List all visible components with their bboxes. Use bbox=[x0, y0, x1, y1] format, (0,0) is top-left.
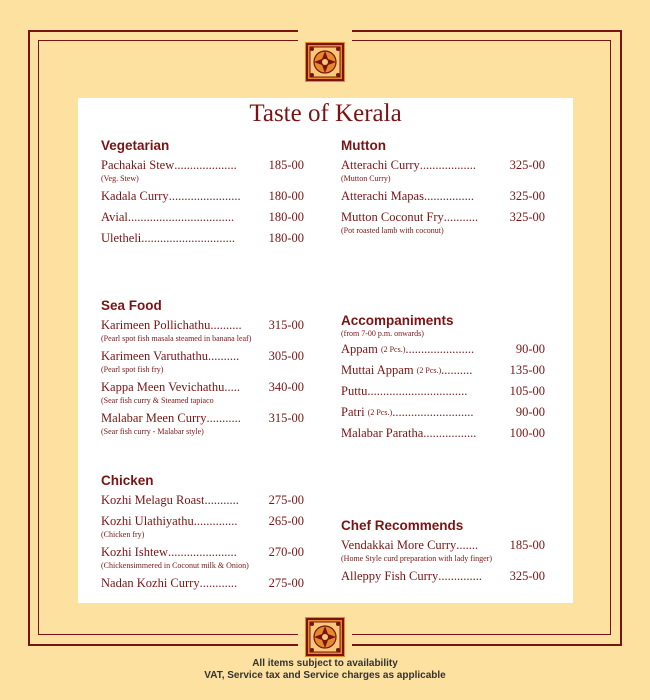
item-price: 100-00 bbox=[509, 426, 545, 440]
menu-item bbox=[341, 383, 545, 400]
item-name: Kadala Curry bbox=[101, 189, 169, 203]
footer-availability: All items subject to availability bbox=[252, 658, 398, 669]
item-dots: .............. bbox=[438, 569, 482, 583]
item-price: 185-00 bbox=[509, 538, 545, 552]
item-name: Malabar Paratha bbox=[341, 426, 424, 440]
frame-inner-right bbox=[610, 40, 611, 635]
section-chef-recommends bbox=[341, 518, 545, 589]
frame-inner-top-left bbox=[38, 40, 298, 41]
item-note: (Pearl spot fish masala steamed in banana leaf) bbox=[101, 334, 252, 343]
item-price: 185-00 bbox=[268, 158, 304, 172]
section-heading: Chicken bbox=[101, 473, 154, 488]
section-accompaniments bbox=[341, 313, 545, 446]
menu-item bbox=[101, 230, 304, 247]
section-heading: Accompaniments bbox=[341, 313, 454, 328]
item-name: Kappa Meen Vevichathu bbox=[101, 380, 225, 394]
item-price: 275-00 bbox=[268, 493, 304, 507]
item-dots: .......... bbox=[210, 318, 242, 332]
item-name: Nadan Kozhi Curry bbox=[101, 576, 200, 590]
menu-item bbox=[341, 362, 545, 379]
menu-item bbox=[341, 209, 545, 236]
item-name: Kozhi Ishtew bbox=[101, 545, 168, 559]
item-name: Avial bbox=[101, 210, 128, 224]
menu-item bbox=[341, 404, 545, 421]
item-name: Puttu bbox=[341, 384, 368, 398]
bottom-ornament-tile bbox=[305, 617, 345, 657]
item-name: Atterachi Curry bbox=[341, 158, 420, 172]
section-subheading: (from 7-00 p.m. onwards) bbox=[341, 329, 424, 338]
item-price: 180-00 bbox=[268, 189, 304, 203]
menu-item bbox=[341, 537, 545, 564]
item-price: 305-00 bbox=[268, 349, 304, 363]
item-note: (Pearl spot fish fry) bbox=[101, 365, 164, 374]
item-price: 180-00 bbox=[268, 210, 304, 224]
item-price: 325-00 bbox=[509, 569, 545, 583]
frame-outer-top-right bbox=[352, 30, 622, 32]
item-name: Muttai Appam bbox=[341, 363, 414, 377]
item-note: (Veg. Stew) bbox=[101, 174, 139, 183]
item-price: 325-00 bbox=[509, 158, 545, 172]
item-name: Pachakai Stew bbox=[101, 158, 175, 172]
item-dots: .................. bbox=[419, 158, 477, 172]
item-name: Vendakkai More Curry bbox=[341, 538, 457, 552]
top-ornament-tile bbox=[305, 42, 345, 82]
section-chicken bbox=[101, 473, 304, 596]
item-note: (Chicken fry) bbox=[101, 530, 145, 539]
item-dots: ........... bbox=[206, 411, 241, 425]
item-dots: ................ bbox=[423, 189, 474, 203]
item-price: 265-00 bbox=[268, 514, 304, 528]
frame-inner-left bbox=[38, 40, 39, 635]
item-dots: ....... bbox=[456, 538, 479, 552]
frame-inner-top-right bbox=[352, 40, 611, 41]
menu-item bbox=[101, 209, 304, 226]
item-name: Atterachi Mapas bbox=[341, 189, 424, 203]
section-heading: Mutton bbox=[341, 138, 386, 153]
item-note: (Mutton Curry) bbox=[341, 174, 391, 183]
menu-item bbox=[101, 157, 304, 184]
item-price: 315-00 bbox=[268, 411, 304, 425]
frame-outer-right bbox=[620, 30, 622, 645]
menu-item bbox=[341, 341, 545, 358]
frame-inner-bottom-left bbox=[38, 634, 298, 635]
item-price: 180-00 bbox=[268, 231, 304, 245]
item-note: (Sear fish curry - Malabar style) bbox=[101, 427, 204, 436]
section-heading: Chef Recommends bbox=[341, 518, 464, 533]
section-mutton bbox=[341, 138, 545, 240]
frame-outer-bottom-right bbox=[352, 644, 622, 646]
item-dots: .......... bbox=[208, 349, 240, 363]
menu-item bbox=[101, 544, 304, 571]
footer-note bbox=[0, 658, 650, 682]
item-portion: (2 Pcs.) bbox=[416, 366, 442, 375]
menu-card bbox=[78, 98, 573, 603]
item-price: 135-00 bbox=[509, 363, 545, 377]
section-sea-food bbox=[101, 298, 304, 441]
item-dots: ................. bbox=[423, 426, 477, 440]
item-dots: ..... bbox=[224, 380, 240, 394]
section-vegetarian bbox=[101, 138, 304, 251]
item-note: (Chickensimmered in Coconut milk & Onion) bbox=[101, 561, 249, 570]
footer-tax-note: VAT, Service tax and Service charges as applicable bbox=[204, 670, 446, 681]
item-portion: (2 Pcs.) bbox=[380, 345, 406, 354]
item-dots: .......... bbox=[441, 363, 473, 377]
item-price: 325-00 bbox=[509, 189, 545, 203]
item-dots: ................................ bbox=[367, 384, 468, 398]
item-price: 90-00 bbox=[515, 405, 545, 419]
item-note: (Sear fish curry & Steamed tapiaco bbox=[101, 396, 214, 405]
menu-item bbox=[101, 188, 304, 205]
section-heading: Sea Food bbox=[101, 298, 162, 313]
section-heading: Vegetarian bbox=[101, 138, 170, 153]
item-name: Kozhi Melagu Roast bbox=[101, 493, 205, 507]
item-name: Kozhi Ulathiyathu bbox=[101, 514, 194, 528]
item-price: 270-00 bbox=[268, 545, 304, 559]
menu-item bbox=[341, 157, 545, 184]
item-name: Uletheli bbox=[101, 231, 142, 245]
frame-outer-bottom-left bbox=[28, 644, 298, 646]
item-dots: ....................... bbox=[168, 189, 241, 203]
item-name: Mutton Coconut Fry bbox=[341, 210, 444, 224]
item-name: Karimeen Varuthathu bbox=[101, 349, 209, 363]
item-dots: .................................. bbox=[127, 210, 235, 224]
menu-item bbox=[341, 568, 545, 585]
item-note: (Pot roasted lamb with coconut) bbox=[341, 226, 444, 235]
item-dots: .............. bbox=[193, 514, 238, 528]
menu-item bbox=[101, 575, 304, 592]
item-price: 325-00 bbox=[509, 210, 545, 224]
item-name: Patri bbox=[341, 405, 365, 419]
item-note: (Home Style curd preparation with lady finger) bbox=[341, 554, 493, 563]
item-dots: ...................... bbox=[168, 545, 237, 559]
item-name: Karimeen Pollichathu bbox=[101, 318, 211, 332]
menu-item bbox=[101, 492, 304, 509]
item-dots: .............................. bbox=[141, 231, 236, 245]
frame-inner-bottom-right bbox=[352, 634, 611, 635]
menu-item bbox=[101, 348, 304, 375]
item-price: 90-00 bbox=[515, 342, 545, 356]
item-name: Alleppy Fish Curry bbox=[341, 569, 439, 583]
item-dots: ............ bbox=[199, 576, 238, 590]
frame-outer-top-left bbox=[28, 30, 298, 32]
item-name: Malabar Meen Curry bbox=[101, 411, 207, 425]
item-dots: ........... bbox=[443, 210, 479, 224]
item-dots: .................... bbox=[174, 158, 237, 172]
menu-title: Taste of Kerala bbox=[249, 100, 402, 127]
item-name: Appam bbox=[341, 342, 378, 356]
item-dots: ........... bbox=[204, 493, 239, 507]
item-dots: .......................... bbox=[392, 405, 474, 419]
frame-outer-left bbox=[28, 30, 30, 645]
menu-item bbox=[101, 317, 304, 344]
menu-item bbox=[341, 188, 545, 205]
menu-item bbox=[101, 513, 304, 540]
menu-item bbox=[101, 410, 304, 437]
item-portion: (2 Pcs.) bbox=[367, 408, 393, 417]
item-price: 105-00 bbox=[509, 384, 545, 398]
item-price: 275-00 bbox=[268, 576, 304, 590]
menu-item bbox=[101, 379, 304, 406]
item-price: 315-00 bbox=[268, 318, 304, 332]
item-price: 340-00 bbox=[268, 380, 304, 394]
menu-item bbox=[341, 425, 545, 442]
item-dots: ...................... bbox=[405, 342, 475, 356]
